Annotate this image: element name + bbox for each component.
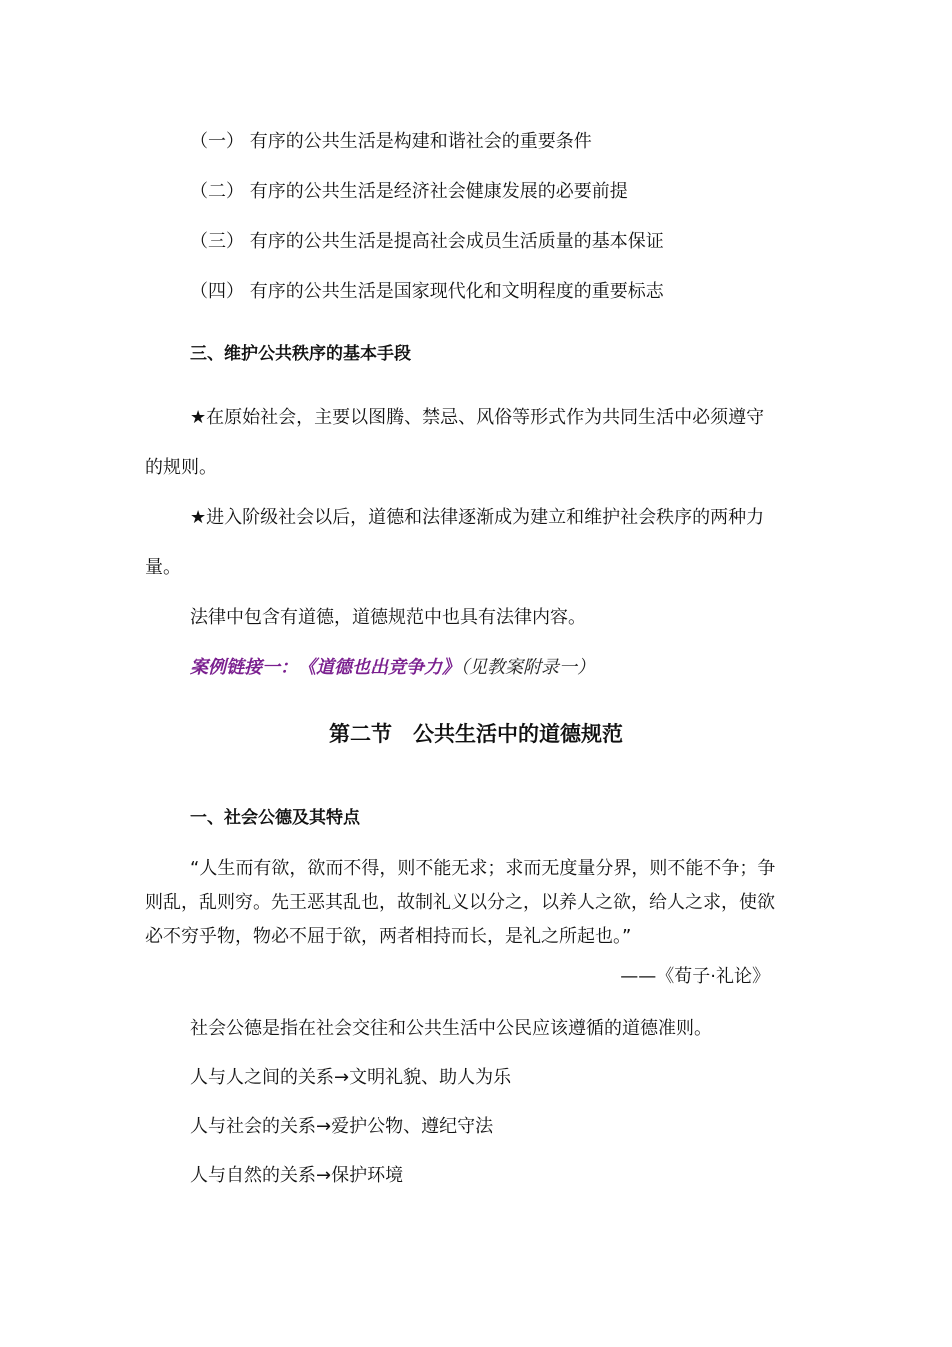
quote-line3: 必不穷乎物，物必不屈于欲，两者相持而长，是礼之所起也。” xyxy=(145,926,632,947)
significance-item-1: （一） 有序的公共生活是构建和谐社会的重要条件 xyxy=(190,131,592,152)
significance-item-4: （四） 有序的公共生活是国家现代化和文明程度的重要标志 xyxy=(190,281,664,302)
para1-line2: 的规则。 xyxy=(145,457,217,478)
para3: 法律中包含有道德，道德规范中也具有法律内容。 xyxy=(190,607,586,628)
quote-source: ——《荀子·礼论》 xyxy=(620,966,770,987)
section3-heading: 三、维护公共秩序的基本手段 xyxy=(190,344,411,364)
relation-item-2: 人与社会的关系→爱护公物、遵纪守法 xyxy=(190,1116,494,1137)
definition: 社会公德是指在社会交往和公共生活中公民应该遵循的道德准则。 xyxy=(190,1018,712,1039)
quote-line2: 则乱，乱则穷。先王恶其乱也，故制礼义以分之，以养人之欲，给人之求，使欲 xyxy=(145,892,775,913)
case-link-note: （见教案附录一） xyxy=(460,657,595,678)
subsection1-heading: 一、社会公德及其特点 xyxy=(190,808,360,828)
significance-item-2: （二） 有序的公共生活是经济社会健康发展的必要前提 xyxy=(190,181,628,202)
quote-line1: “人生而有欲，欲而不得，则不能无求；求而无度量分界，则不能不争；争 xyxy=(190,858,776,879)
para1-line1: ★在原始社会，主要以图腾、禁忌、风俗等形式作为共同生活中必须遵守 xyxy=(190,407,765,428)
relation-item-1: 人与人之间的关系→文明礼貌、助人为乐 xyxy=(190,1067,512,1088)
relation-item-3: 人与自然的关系→保护环境 xyxy=(190,1165,404,1186)
significance-item-3: （三） 有序的公共生活是提高社会成员生活质量的基本保证 xyxy=(190,231,664,252)
case-link xyxy=(190,655,595,681)
para2-line2: 量。 xyxy=(145,557,181,578)
section-title: 第二节 公共生活中的道德规范 xyxy=(329,722,623,746)
case-link-title: 案例链接一：《道德也出竞争力》 xyxy=(190,657,460,678)
para2-line1: ★进入阶级社会以后，道德和法律逐渐成为建立和维护社会秩序的两种力 xyxy=(190,507,765,528)
